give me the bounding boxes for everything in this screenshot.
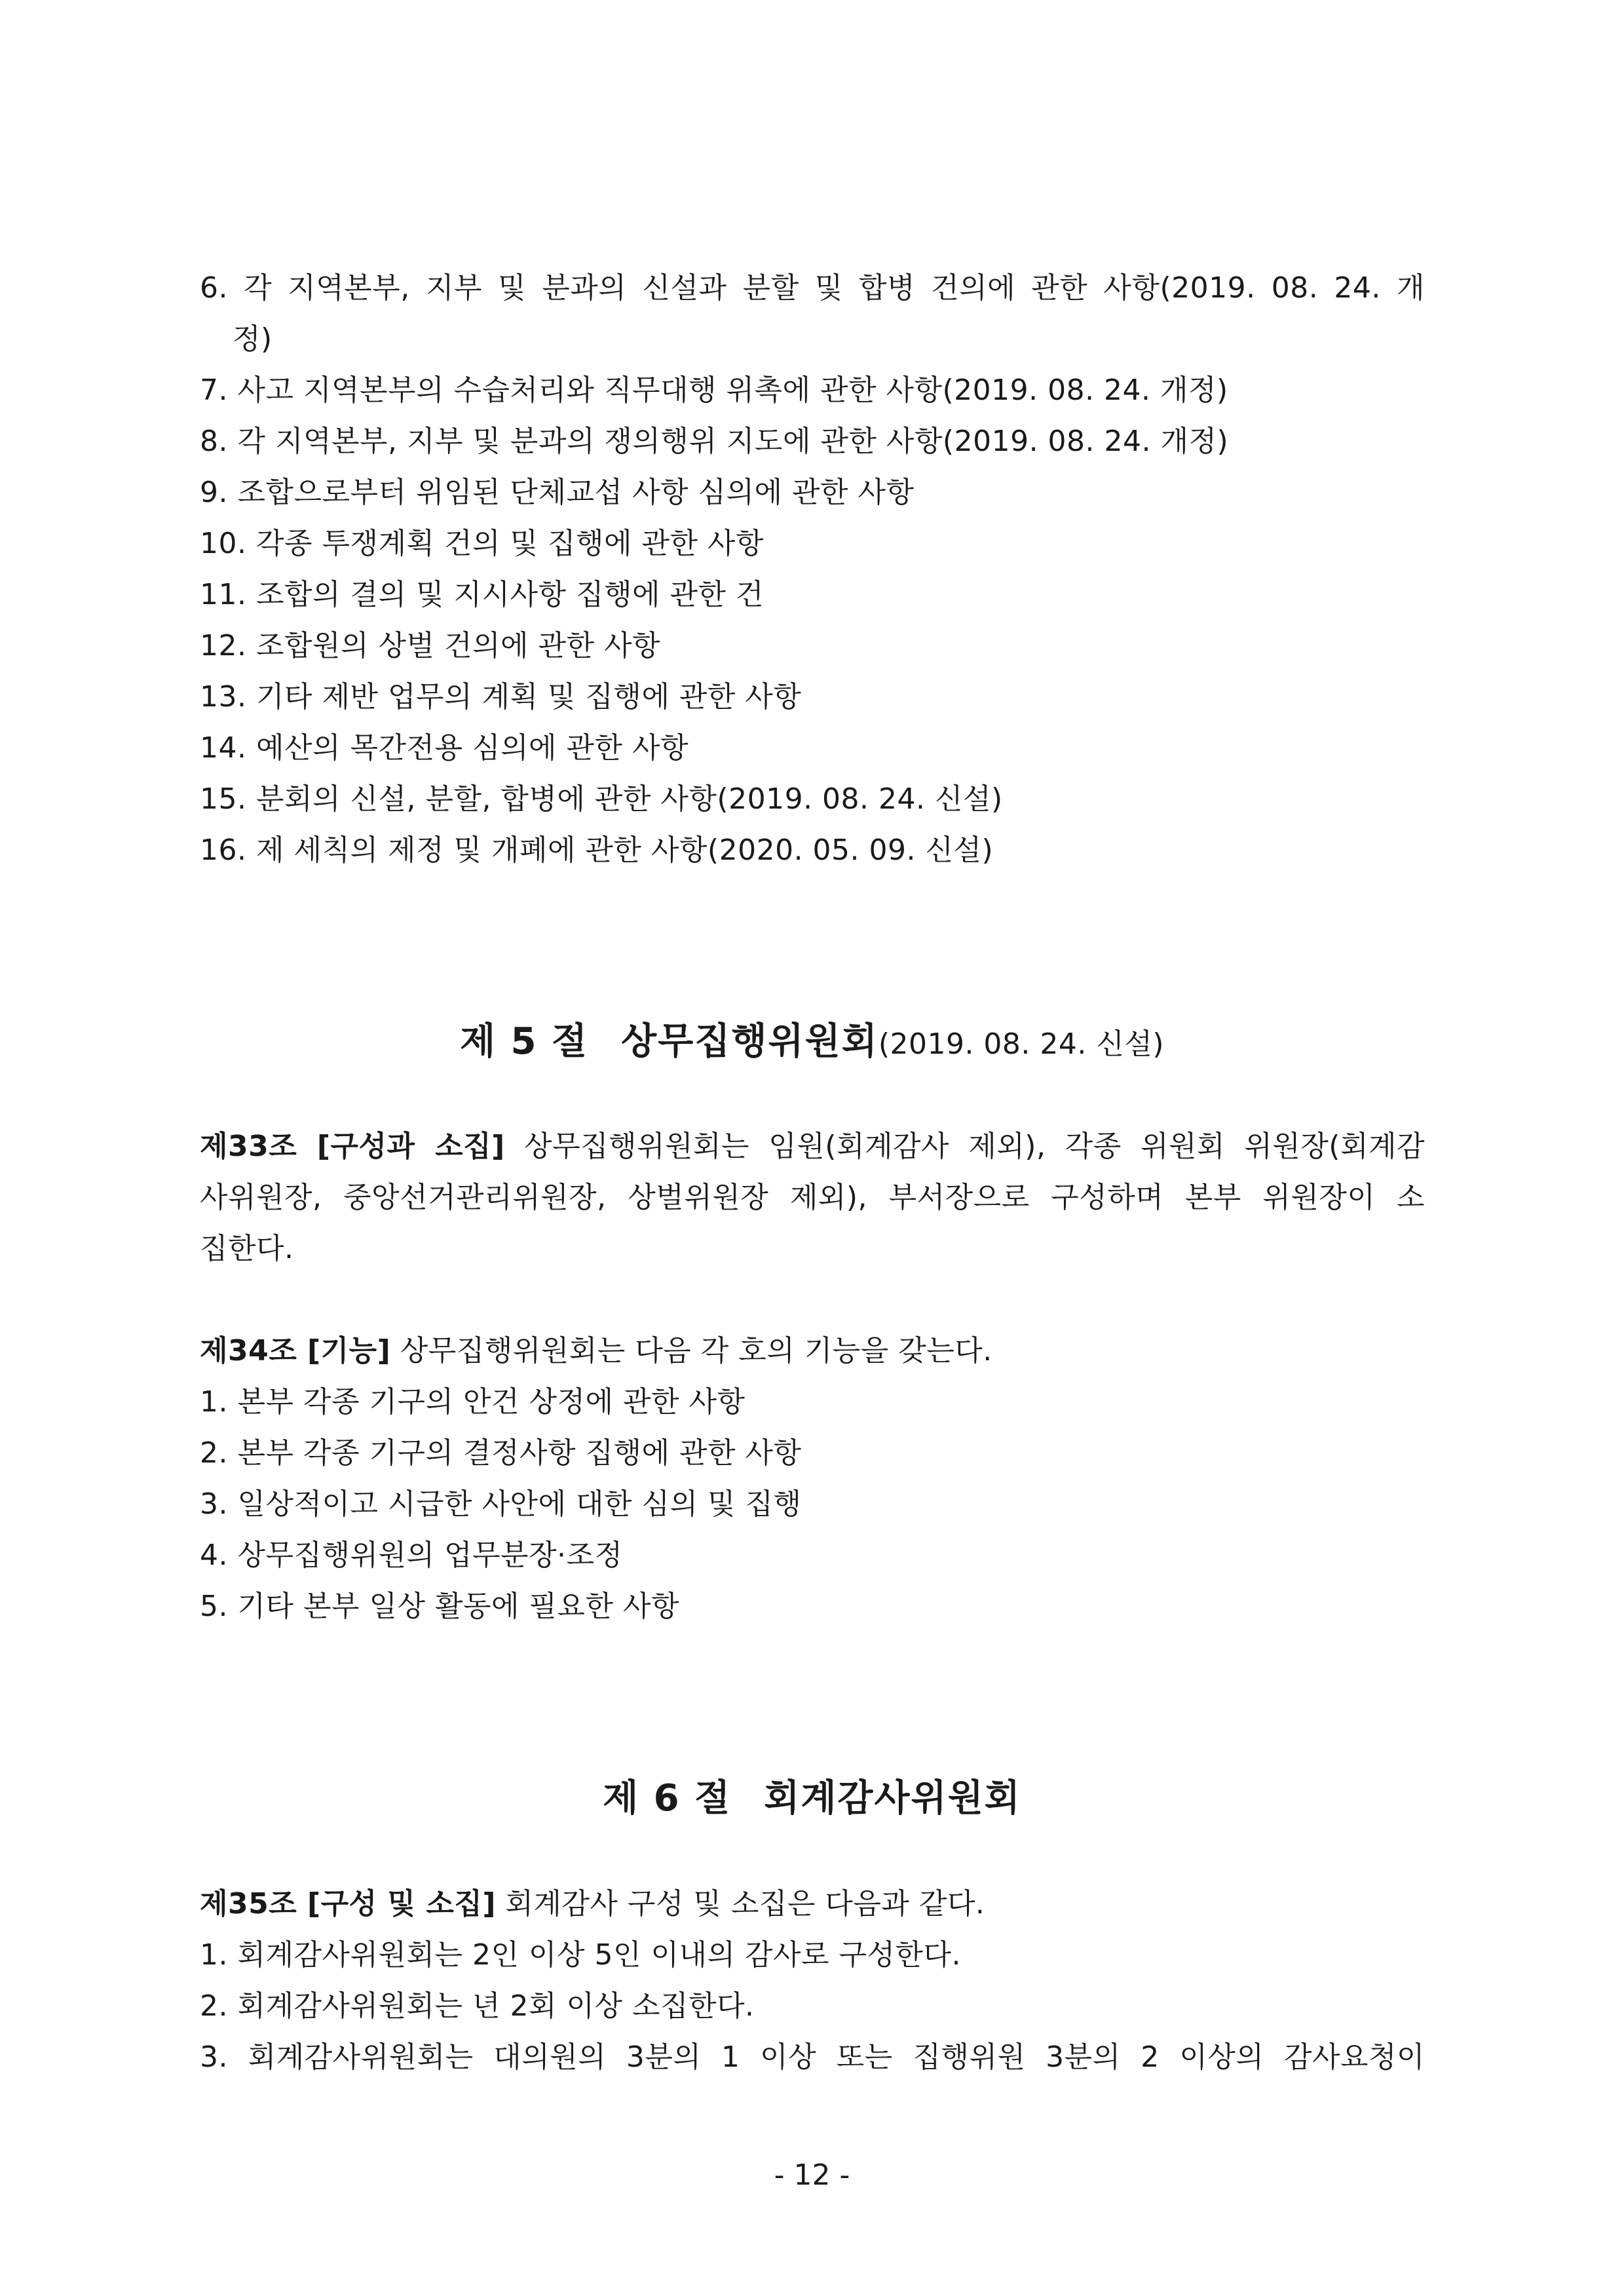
article-33-line-3: 집한다. — [200, 1232, 294, 1265]
list-item: 2. 회계감사위원회는 년 2회 이상 소집한다. — [200, 1989, 755, 2023]
article-33-line-2: 사위원장, 중앙선거관리위원장, 상벌위원장 제외), 부서장으로 구성하며 본부 위원장이 소 — [200, 1181, 1425, 1214]
list-item: 7. 사고 지역본부의 수습처리와 직무대행 위촉에 관한 사항(2019. 08. 24. 개정) — [200, 373, 1228, 407]
list-item: 1. 회계감사위원회는 2인 이상 5인 이내의 감사로 구성한다. — [200, 1938, 961, 1972]
article-35-intro: 제35조 [구성 및 소집] 회계감사 구성 및 소집은 다음과 같다. — [200, 1887, 985, 1921]
list-item-continuation: 정) — [233, 322, 273, 356]
list-item: 3. 일상적이고 시급한 사안에 대한 심의 및 집행 — [200, 1487, 802, 1521]
list-item: 13. 기타 제반 업무의 계획 및 집행에 관한 사항 — [200, 680, 802, 714]
section-6-number: 제 6 절 — [603, 1777, 732, 1820]
list-item: 9. 조합으로부터 위임된 단체교섭 사항 심의에 관한 사항 — [200, 476, 915, 509]
list-item: 15. 분회의 신설, 분할, 합병에 관한 사항(2019. 08. 24. 신설) — [200, 782, 1003, 816]
article-33-line-1: 제33조 [구성과 소집] 상무집행위원회는 임원(회계감사 제외), 각종 위원회 위원장(회계감 — [200, 1130, 1425, 1163]
section-5-title: 상무집행위원회 — [621, 1020, 878, 1063]
list-item: 8. 각 지역본부, 지부 및 분과의 쟁의행위 지도에 관한 사항(2019. 08. 24. 개정) — [200, 425, 1229, 458]
page-number: - 12 - — [774, 2158, 850, 2192]
list-item: 6. 각 지역본부, 지부 및 분과의 신설과 분할 및 합병 건의에 관한 사항(2019. 08. 24. 개 — [200, 271, 1425, 305]
list-item: 16. 제 세칙의 제정 및 개폐에 관한 사항(2020. 05. 09. 신설) — [200, 833, 994, 867]
article-35-label: 제35조 [구성 및 소집] — [200, 1887, 496, 1921]
article-34-label: 제34조 [기능] — [200, 1334, 391, 1368]
list-item: 4. 상무집행위원의 업무분장·조정 — [200, 1539, 623, 1572]
section-5-heading — [0, 1012, 1624, 1080]
section-6-title: 회계감사위원회 — [764, 1777, 1021, 1820]
list-item: 11. 조합의 결의 및 지시사항 집행에 관한 건 — [200, 578, 764, 611]
article-33-label: 제33조 [구성과 소집] — [200, 1130, 505, 1163]
list-item: 14. 예산의 목간전용 심의에 관한 사항 — [200, 731, 689, 765]
list-item: 2. 본부 각종 기구의 결정사항 집행에 관한 사항 — [200, 1436, 802, 1470]
section-6-heading — [0, 1769, 1624, 1837]
list-item: 3. 회계감사위원회는 대의원의 3분의 1 이상 또는 집행위원 3분의 2 이상의 감사요청이 — [200, 2040, 1425, 2074]
section-5-note: (2019. 08. 24. 신설) — [878, 1027, 1165, 1061]
list-item: 1. 본부 각종 기구의 안건 상정에 관한 사항 — [200, 1385, 746, 1419]
article-34-intro: 제34조 [기능] 상무집행위원회는 다음 각 호의 기능을 갖는다. — [200, 1334, 992, 1368]
list-item: 10. 각종 투쟁계획 건의 및 집행에 관한 사항 — [200, 527, 764, 560]
list-item: 12. 조합원의 상벌 건의에 관한 사항 — [200, 629, 660, 662]
list-item: 5. 기타 본부 일상 활동에 필요한 사항 — [200, 1590, 679, 1623]
section-5-number: 제 5 절 — [459, 1020, 589, 1063]
